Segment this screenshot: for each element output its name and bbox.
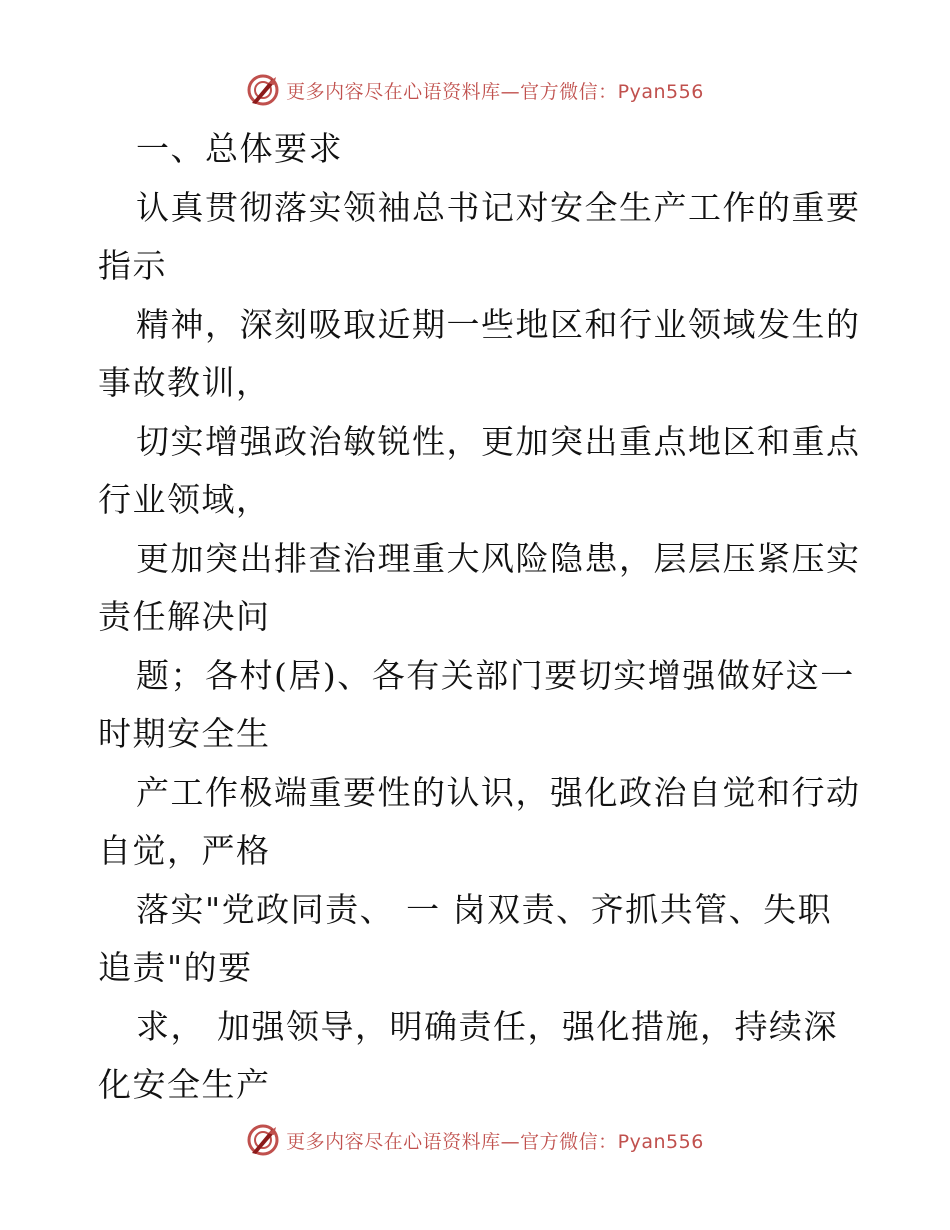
text-line: 更加突出排查治理重大风险隐患，层层压紧压实	[136, 538, 861, 578]
feather-pen-logo-icon	[246, 73, 280, 107]
footer-banner	[0, 1120, 950, 1160]
text-line: 精神，深刻吸取近期一些地区和行业领域发生的	[136, 304, 861, 344]
text-line: 化安全生产	[98, 1065, 271, 1104]
text-line: 题；各村(居)、各有关部门要切实增强做好这一	[136, 655, 855, 695]
feather-pen-logo-icon	[246, 1123, 280, 1157]
text-line: 产工作极端重要性的认识，强化政治自觉和行动	[136, 772, 861, 812]
text-line: 落实"党政同责、 一 岗双责、齐抓共管、失职	[136, 889, 833, 929]
header-banner	[0, 70, 950, 110]
footer-banner-text: 更多内容尽在心语资料库—官方微信：Pyan556	[286, 1130, 704, 1153]
text-line: 追责"的要	[98, 948, 253, 987]
text-line: 时期安全生	[98, 714, 271, 753]
text-line: 一、总体要求	[136, 129, 343, 168]
text-line: 行业领域，	[98, 480, 271, 519]
text-line: 指示	[98, 246, 167, 285]
text-line: 自觉，严格	[98, 831, 271, 870]
text-line: 责任解决问	[98, 597, 271, 636]
document-body	[98, 120, 861, 1115]
header-banner-text: 更多内容尽在心语资料库—官方微信：Pyan556	[286, 80, 704, 103]
text-line: 事故教训，	[98, 363, 271, 402]
text-line: 求， 加强领导，明确责任，强化措施，持续深	[136, 1006, 838, 1046]
text-line: 切实增强政治敏锐性，更加突出重点地区和重点	[136, 421, 861, 461]
text-line: 认真贯彻落实领袖总书记对安全生产工作的重要	[136, 187, 861, 227]
